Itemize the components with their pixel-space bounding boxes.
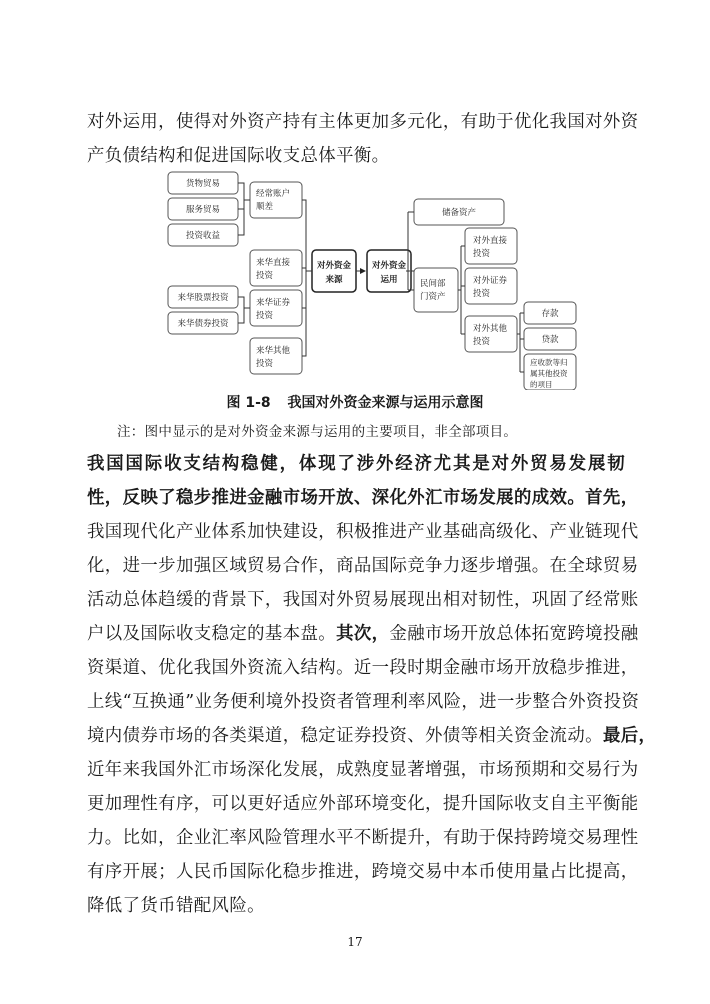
input-label: 来华债券投资	[177, 319, 229, 329]
source-label: 来华证券	[256, 298, 291, 308]
body-text: 降低了货币错配风险。	[87, 896, 265, 916]
use-label: 对外直接	[473, 236, 508, 246]
body-line	[87, 719, 657, 753]
body-line	[87, 753, 639, 787]
bold-text: 最后，	[602, 726, 657, 746]
body-text: 近年来我国外汇市场深化发展，成熟度显著增强，市场预期和交易行为	[87, 760, 639, 780]
figure-number: 图 1-8	[226, 395, 271, 411]
intro-line: 对外运用，使得对外资产持有主体更加多元化，有助于优化我国对外资	[87, 112, 639, 132]
use-label: 的项目	[530, 380, 553, 389]
center-label: 来源	[325, 275, 343, 285]
body-text: 化，进一步加强区域贸易合作，商品国际竞争力逐步增强。在全球贸易	[87, 556, 639, 576]
bold-text: 性，反映了稳步推进金融市场开放、深化外汇市场发展的成效。首先，	[87, 488, 639, 508]
body-line	[87, 617, 639, 651]
source-label: 投资	[256, 359, 274, 369]
use-label: 存款	[541, 309, 559, 319]
use-label: 投资	[473, 337, 491, 347]
body-line	[87, 685, 640, 719]
use-label: 应收款等归	[530, 358, 568, 367]
body-text: 我国现代化产业体系加快建设，积极推进产业基础高级化、产业链现代	[87, 522, 639, 542]
body-paragraph	[87, 447, 657, 923]
center-label: 对外资金	[371, 261, 407, 271]
input-label: 货物贸易	[185, 179, 221, 189]
body-line	[87, 583, 639, 617]
center-box	[367, 250, 411, 292]
bold-text: 我国国际收支结构稳健，体现了涉外经济尤其是对外贸易发展韧	[87, 454, 625, 474]
source-label: 投资	[256, 311, 274, 321]
body-text: 户以及国际收支稳定的基本盘。	[87, 624, 337, 644]
page-number: 17	[347, 935, 363, 949]
use-label: 对外其他	[473, 324, 508, 334]
input-label: 来华股票投资	[177, 293, 229, 303]
body-line	[87, 549, 639, 583]
body-text: 更加理性有序，可以更好适应外部环境变化，提升国际收支自主平衡能	[87, 794, 639, 814]
source-label: 经常账户	[256, 189, 291, 199]
use-label: 民间部	[420, 279, 446, 289]
body-line	[87, 447, 625, 481]
center-label: 运用	[380, 275, 398, 285]
input-label: 投资收益	[185, 231, 221, 241]
use-label: 投资	[473, 289, 491, 299]
input-label: 服务贸易	[185, 205, 221, 215]
figure-title: 我国对外资金来源与运用示意图	[287, 395, 484, 411]
use-label: 属其他投资	[530, 369, 568, 378]
body-text: 力。比如，企业汇率风险管理水平不断提升，有助于保持跨境交易理性	[87, 828, 639, 848]
body-text: 上线“互换通”业务便利境外投资者管理利率风险，进一步整合外资投资	[87, 692, 640, 712]
use-box	[414, 268, 458, 312]
body-line	[87, 515, 639, 549]
body-line	[87, 889, 625, 923]
body-text: 金融市场开放总体拓宽跨境投融	[389, 624, 639, 644]
figure-caption	[0, 392, 710, 412]
source-box	[250, 182, 302, 218]
body-line	[87, 481, 639, 515]
source-label: 来华其他	[256, 346, 291, 356]
center-box	[312, 250, 356, 292]
intro-line: 产负债结构和促进国际收支总体平衡。	[87, 146, 390, 166]
body-line	[87, 821, 639, 855]
use-label: 门资产	[420, 292, 446, 302]
use-label: 投资	[473, 249, 491, 259]
use-label: 对外证券	[473, 276, 508, 286]
source-label: 来华直接	[256, 258, 291, 268]
use-label: 储备资产	[441, 208, 477, 218]
body-text: 有序开展；人民币国际化稳步推进，跨境交易中本币使用量占比提高，	[87, 862, 639, 882]
body-text: 资渠道、优化我国外资流入结构。近一段时期金融市场开放稳步推进，	[87, 658, 639, 678]
body-text: 境内债券市场的各类渠道，稳定证券投资、外债等相关资金流动。	[87, 726, 603, 746]
use-label: 贷款	[541, 335, 559, 345]
center-label: 对外资金	[316, 261, 352, 271]
body-line	[87, 651, 639, 685]
bold-text: 其次，	[336, 624, 390, 644]
flow-diagram	[0, 0, 710, 390]
figure-note: 注：图中显示的是对外资金来源与运用的主要项目，非全部项目。	[117, 424, 518, 440]
body-text: 活动总体趋缓的背景下，我国对外贸易展现出相对韧性，巩固了经常账	[87, 590, 639, 610]
source-label: 投资	[256, 271, 274, 281]
source-label: 顺差	[256, 202, 274, 212]
body-line	[87, 855, 639, 889]
body-line	[87, 787, 639, 821]
